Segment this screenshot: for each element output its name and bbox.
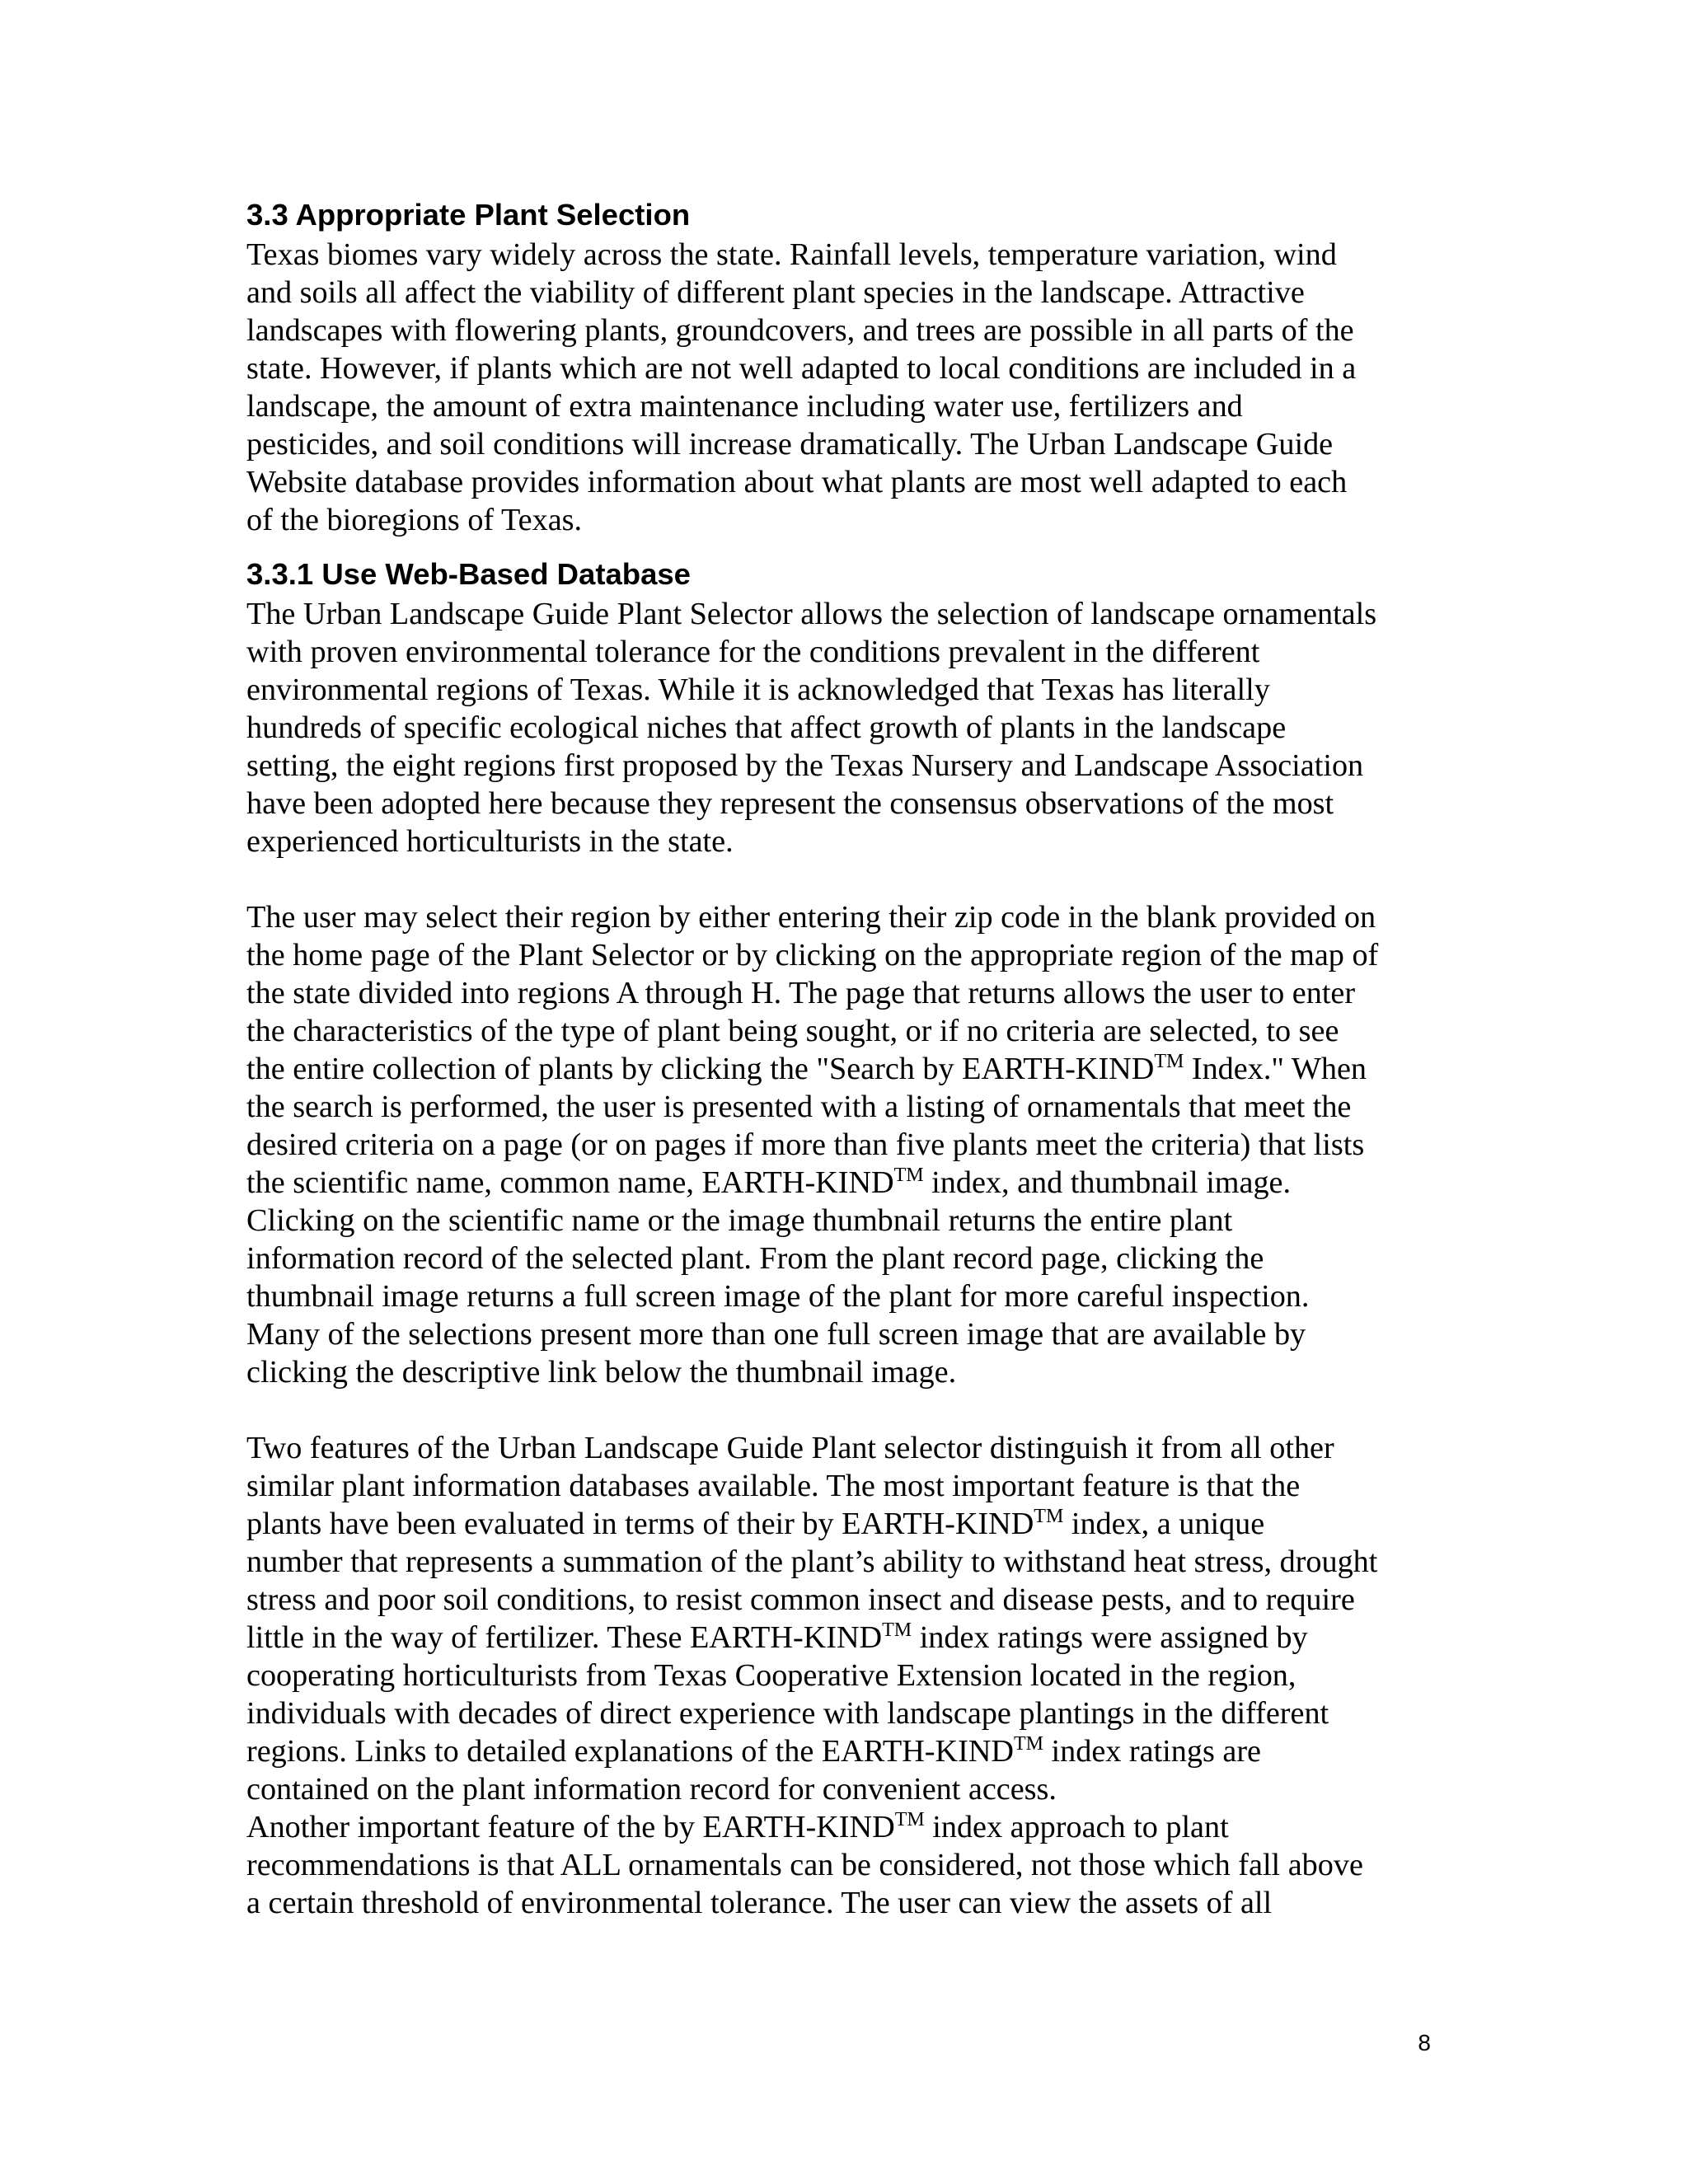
text-line	[246, 1505, 1450, 1543]
text-run: regions. Links to detailed explanations of the EARTH-KIND	[246, 1734, 1014, 1769]
trademark-superscript: TM	[1154, 1051, 1184, 1072]
text-line: the home page of the Plant Selector or by clicking on the appropriate region of the map of	[246, 938, 1379, 972]
text-line: Two features of the Urban Landscape Guide Plant selector distinguish it from all other	[246, 1431, 1334, 1465]
page-body	[246, 194, 1450, 1922]
text-run: index, and thumbnail image.	[923, 1165, 1292, 1200]
text-line: The Urban Landscape Guide Plant Selector allows the selection of landscape ornamentals	[246, 597, 1377, 631]
text-run: index approach to plant	[924, 1810, 1229, 1844]
text-line: contained on the plant information record for convenient access.	[246, 1772, 1057, 1807]
text-line: desired criteria on a page (or on pages if more than five plants meet the criteria) that lists	[246, 1127, 1365, 1162]
text-line: experienced horticulturists in the state.	[246, 824, 734, 859]
text-line: and soils all affect the viability of different plant species in the landscape. Attractive	[246, 275, 1305, 310]
text-line: similar plant information databases available. The most important feature is that the	[246, 1469, 1301, 1503]
spacer	[246, 539, 1450, 554]
trademark-superscript: TM	[894, 1809, 925, 1830]
text-line: Clicking on the scientific name or the image thumbnail returns the entire plant	[246, 1203, 1233, 1238]
text-run: the scientific name, common name, EARTH-KIND	[246, 1165, 894, 1200]
text-run: index, a unique	[1063, 1507, 1265, 1541]
text-line: recommendations is that ALL ornamentals can be considered, not those which fall above	[246, 1848, 1363, 1882]
trademark-superscript: TM	[1013, 1733, 1043, 1755]
text-line: clicking the descriptive link below the thumbnail image.	[246, 1355, 957, 1390]
text-line: pesticides, and soil conditions will increase dramatically. The Urban Landscape Guide	[246, 427, 1334, 462]
text-line	[246, 1050, 1450, 1088]
text-line: Texas biomes vary widely across the state. Rainfall levels, temperature variation, wind	[246, 237, 1337, 272]
text-run: index ratings were assigned by	[912, 1620, 1308, 1655]
paragraph-features	[246, 1429, 1450, 1922]
spacer	[246, 1391, 1450, 1429]
trademark-superscript: TM	[1034, 1506, 1064, 1527]
text-line: setting, the eight regions first proposed by the Texas Nursery and Landscape Association	[246, 748, 1364, 783]
text-line: with proven environmental tolerance for the conditions prevalent in the different	[246, 635, 1260, 669]
paragraph-plant-selection	[246, 236, 1450, 539]
trademark-superscript: TM	[893, 1165, 924, 1186]
text-line: number that represents a summation of the plant’s ability to withstand heat stress, drought	[246, 1544, 1378, 1579]
text-line: thumbnail image returns a full screen image of the plant for more careful inspection.	[246, 1279, 1310, 1314]
text-line: of the bioregions of Texas.	[246, 503, 583, 537]
text-line: stress and poor soil conditions, to resist common insect and disease pests, and to require	[246, 1582, 1355, 1617]
text-line: Website database provides information about what plants are most well adapted to each	[246, 465, 1348, 499]
text-line: Many of the selections present more than one full screen image that are available by	[246, 1317, 1306, 1352]
text-line: have been adopted here because they represent the consensus observations of the most	[246, 786, 1334, 821]
text-line: hundreds of specific ecological niches that affect growth of plants in the landscape	[246, 710, 1287, 745]
text-run: little in the way of fertilizer. These EARTH-KIND	[246, 1620, 883, 1655]
paragraph-web-database	[246, 595, 1450, 860]
text-run: Another important feature of the by EARTH-KIND	[246, 1810, 895, 1844]
text-run: Index." When	[1184, 1052, 1367, 1086]
text-line: the search is performed, the user is presented with a listing of ornamentals that meet the	[246, 1090, 1352, 1124]
text-line: The user may select their region by either entering their zip code in the blank provided on	[246, 900, 1376, 935]
text-line: environmental regions of Texas. While it is acknowledged that Texas has literally	[246, 673, 1270, 707]
text-run: the entire collection of plants by clicking the "Search by EARTH-KIND	[246, 1052, 1155, 1086]
text-line: individuals with decades of direct experience with landscape plantings in the different	[246, 1696, 1329, 1731]
text-line: information record of the selected plant. From the plant record page, clicking the	[246, 1241, 1264, 1276]
page-number: 8	[1418, 2030, 1431, 2055]
text-line: cooperating horticulturists from Texas Cooperative Extension located in the region,	[246, 1658, 1296, 1693]
text-line: the characteristics of the type of plant being sought, or if no criteria are selected, to see	[246, 1014, 1339, 1048]
trademark-superscript: TM	[882, 1619, 912, 1641]
text-line: landscape, the amount of extra maintenance including water use, fertilizers and	[246, 389, 1243, 424]
text-line: state. However, if plants which are not well adapted to local conditions are included in a	[246, 351, 1357, 386]
text-line	[246, 1164, 1450, 1202]
text-run: index ratings are	[1043, 1734, 1261, 1769]
text-line	[246, 1732, 1450, 1770]
paragraph-region-selection	[246, 898, 1450, 1391]
spacer	[246, 860, 1450, 898]
text-run: plants have been evaluated in terms of their by EARTH-KIND	[246, 1507, 1034, 1541]
section-heading-3-3-1: 3.3.1 Use Web-Based Database	[246, 557, 691, 591]
text-line: landscapes with flowering plants, groundcovers, and trees are possible in all parts of the	[246, 313, 1354, 348]
text-line	[246, 1808, 1450, 1846]
text-line: the state divided into regions A through H. The page that returns allows the user to enter	[246, 976, 1356, 1010]
text-line	[246, 1619, 1450, 1657]
text-line: a certain threshold of environmental tolerance. The user can view the assets of all	[246, 1886, 1273, 1920]
section-heading-3-3: 3.3 Appropriate Plant Selection	[246, 198, 691, 232]
